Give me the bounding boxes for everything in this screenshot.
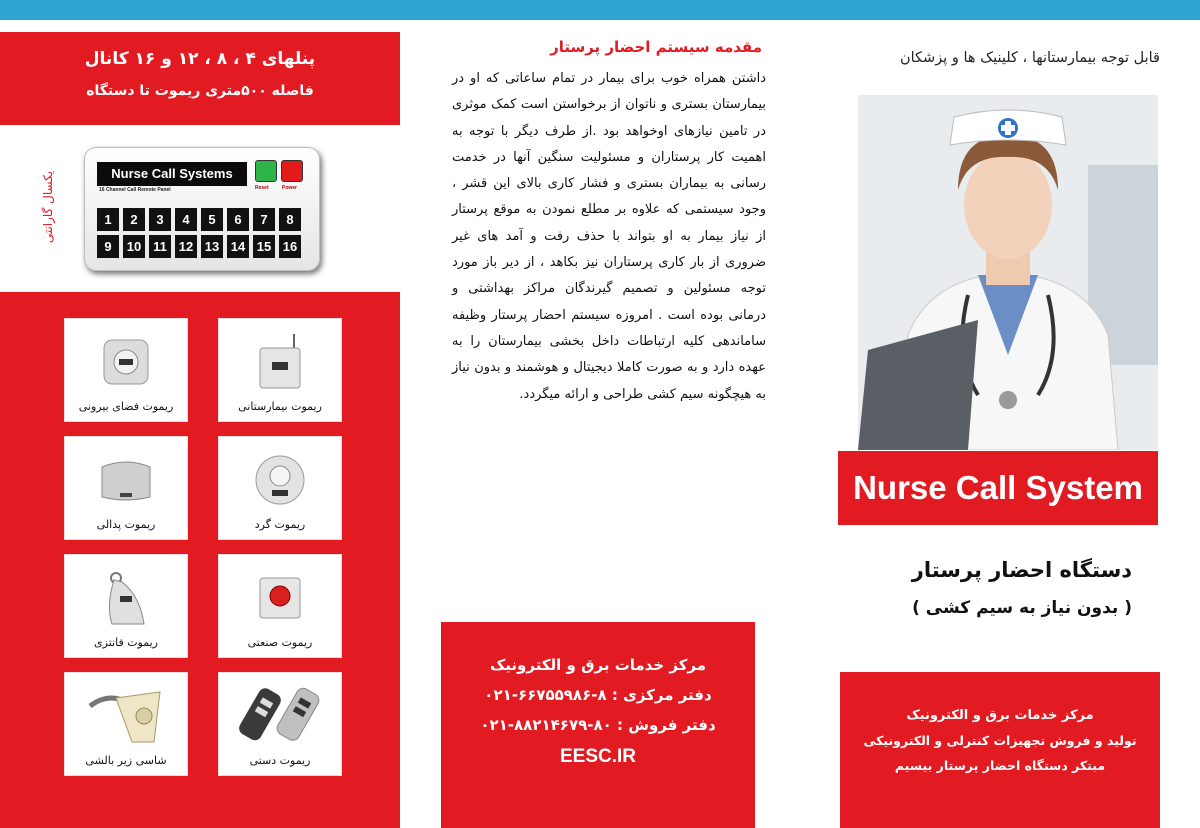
channel-key: 3 — [149, 208, 171, 231]
channel-key: 2 — [123, 208, 145, 231]
channel-key: 15 — [253, 235, 275, 258]
power-led — [281, 160, 303, 182]
contact-sales: دفتر فروش : ۸۰-۸۸۲۱۴۶۷۹-۰۲۱ — [480, 716, 716, 734]
product-card-round — [218, 436, 342, 540]
channel-key: 4 — [175, 208, 197, 231]
product-card-handheld — [218, 672, 342, 776]
product-card-outdoor — [64, 318, 188, 422]
channels-header — [0, 32, 400, 125]
channel-key: 16 — [279, 235, 301, 258]
pillow-switch-image — [65, 679, 187, 753]
product-card-industrial — [218, 554, 342, 658]
contact-office: دفتر مرکزی : ۸-۶۶۷۵۵۹۸۶-۰۲۱ — [484, 686, 712, 704]
channel-key: 9 — [97, 235, 119, 258]
channel-key: 14 — [227, 235, 249, 258]
round-remote-image — [219, 443, 341, 517]
nurse-photo — [858, 95, 1158, 450]
handheld-remote-image — [219, 679, 341, 753]
channel-key: 6 — [227, 208, 249, 231]
website-link[interactable]: EESC.IR — [559, 746, 637, 767]
product-card-pillow — [64, 672, 188, 776]
intro-body: داشتن همراه خوب برای بیمار در تمام ساعاتی که او در بیمارستان بستری و ناتوان از برخواستن است کمک موثری در تامین نیازهای اوخواهد بود .از طرف دیگر با توجه به اهمیت کار پرستاران و مسئولیت سنگین آنها در خدمت رسانی به بیماران بستری و فشار کاری بالای این قشر ، وجود سیستمی که علاوه بر مطلع نمودن به موقع پرستار از نیاز بیمار به او بتواند با حذف رفت و آمد های غیر ضروری از بار کاری پرستاران نیز بکاهد ، از دیر باز مورد توجه مسئولین و تصمیم گیرندگان مراکز بهداشتی و درمانی بوده است . امروزه سیستم احضار پرستار وظیفه ساماندهی کلیه ارتباطات داخل بخشی بیمارستان را به عهده دارد و به صورت کاملا دیجیتال و هوشمند و بدون نیاز به هیچگونه سیم کشی طراحی و ارائه میگردد. — [452, 71, 766, 402]
nurse-call-banner: Nurse Call System — [838, 451, 1158, 525]
product-label: ریموت فانتزی — [94, 636, 158, 649]
channels-text: پنلهای ۴ ، ۸ ، ۱۲ و ۱۶ کانال — [84, 49, 316, 69]
channel-key: 13 — [201, 235, 223, 258]
channel-key: 8 — [279, 208, 301, 231]
reset-label: Reset — [255, 185, 269, 191]
range-text: فاصله ۵۰۰متری ریموت تا دستگاه — [86, 83, 314, 99]
top-color-bar — [0, 0, 1200, 20]
product-label: ریموت فضای بیرونی — [78, 400, 174, 413]
industrial-remote-image — [219, 561, 341, 635]
product-headline: دستگاه احضار پرستار — [911, 558, 1132, 582]
product-label: ریموت بیمارستانی — [238, 400, 322, 413]
reset-led — [255, 160, 277, 182]
channel-key: 1 — [97, 208, 119, 231]
channel-key: 7 — [253, 208, 275, 231]
contact-company: مرکز خدمات برق و الکترونیک — [489, 656, 707, 674]
power-label: Power — [282, 185, 298, 191]
pedal-remote-image — [65, 443, 187, 517]
product-label: ریموت دستی — [249, 754, 311, 767]
product-card-pedal — [64, 436, 188, 540]
product-card-hospital — [218, 318, 342, 422]
outdoor-remote-image — [65, 325, 187, 399]
product-label: شاسی زیر بالشی — [85, 754, 167, 767]
product-card-fancy — [64, 554, 188, 658]
channel-key: 11 — [149, 235, 171, 258]
guarantee-label: یکسال گارانتی — [41, 170, 55, 244]
product-label: ریموت گرد — [254, 518, 306, 531]
control-panel-device — [84, 147, 320, 271]
hospital-remote-image — [219, 325, 341, 399]
intro-title: مقدمه سیستم احضار پرستار — [550, 38, 762, 56]
product-label: ریموت پدالی — [96, 518, 156, 531]
channel-key: 10 — [123, 235, 145, 258]
channel-key: 5 — [201, 208, 223, 231]
product-label: ریموت صنعتی — [247, 636, 313, 649]
channel-key: 12 — [175, 235, 197, 258]
panel-brand: Nurse Call Systems — [97, 162, 247, 186]
tagline: قابل توجه بیمارستانها ، کلینیک ها و پزشکان — [899, 50, 1160, 66]
fancy-remote-image — [65, 561, 187, 635]
footer-services: تولید و فروش تجهیزات کنترلی و الکترونیکی — [863, 733, 1137, 748]
footer-company: مرکز خدمات برق و الکترونیک — [906, 708, 1094, 723]
company-footer — [840, 672, 1160, 828]
footer-innovator: مبتکر دستگاه احضار پرستار بیسیم — [894, 758, 1106, 773]
channel-keys — [97, 208, 301, 258]
contact-box — [441, 622, 755, 828]
panel-subtitle: 16 Channel Call Remote Panel — [99, 187, 171, 193]
product-subheadline: ( بدون نیاز به سیم کشی ) — [912, 598, 1132, 618]
